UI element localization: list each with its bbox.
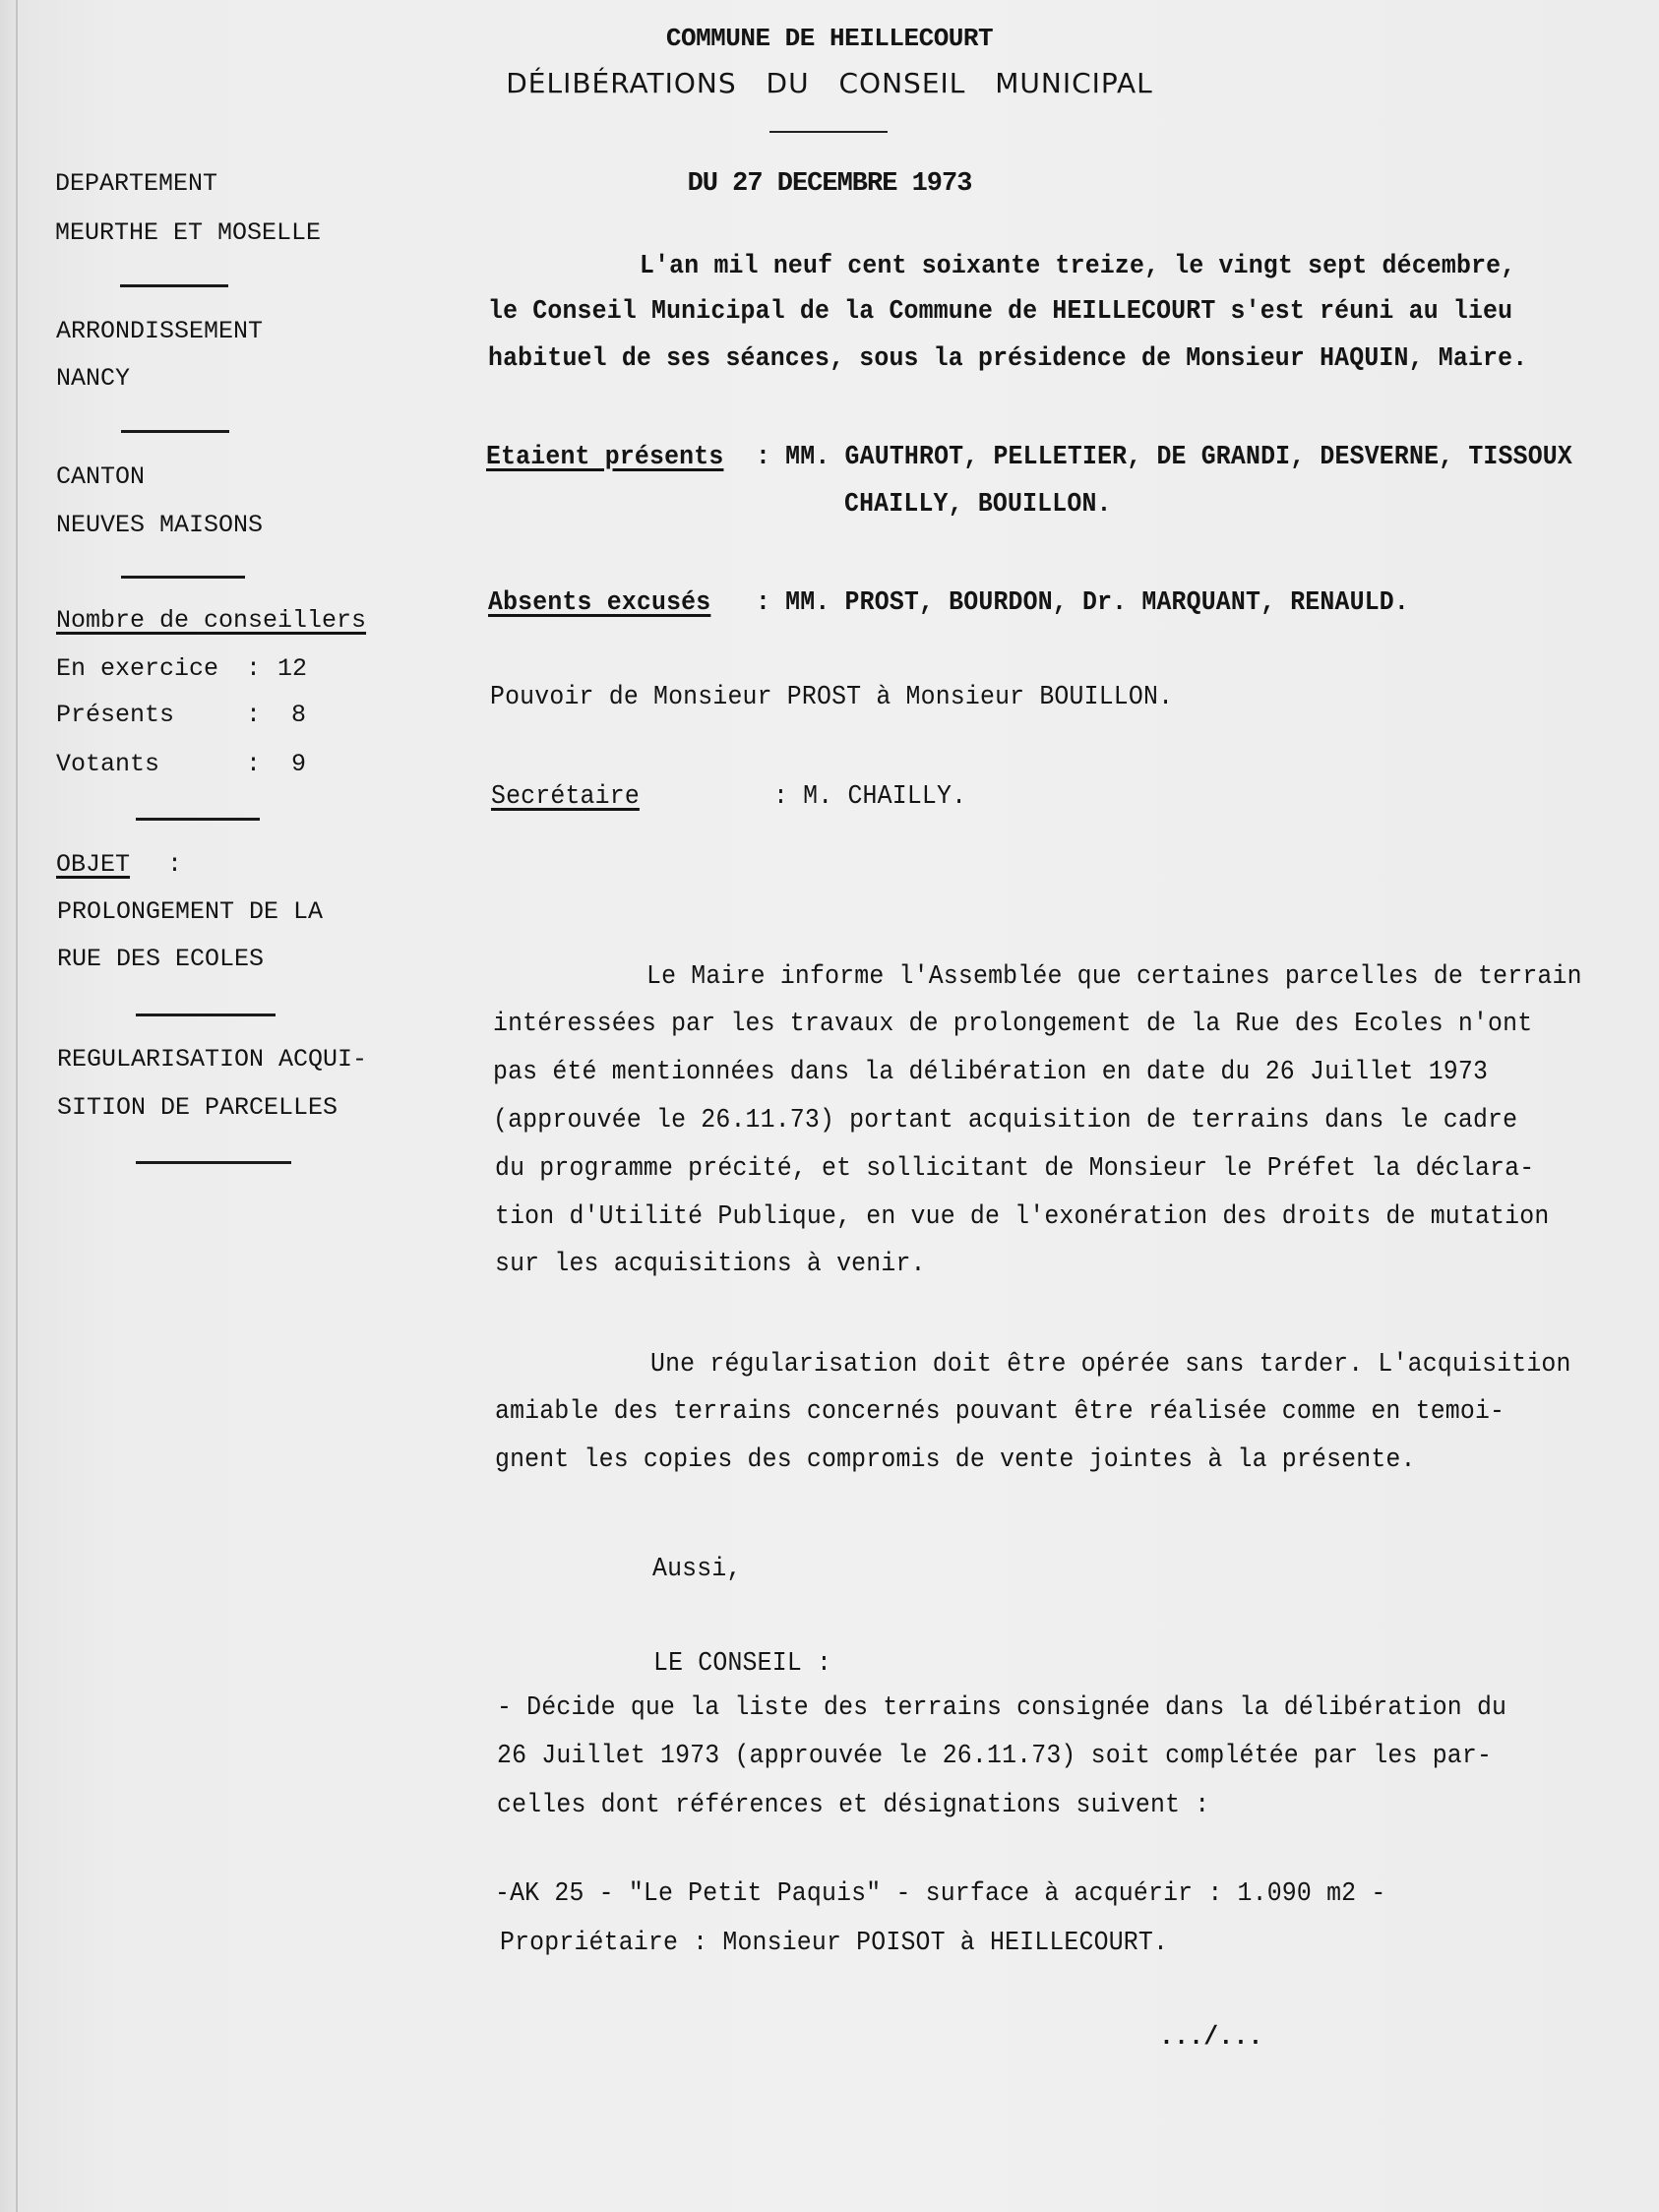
presents-value: : MM. GAUTHROT, PELLETIER, DE GRANDI, DESVERNE, TISSOUX xyxy=(756,443,1572,472)
pouvoir-line: Pouvoir de Monsieur PROST à Monsieur BOUILLON. xyxy=(490,683,1174,712)
paragraph-line: gnent les copies des compromis de vente jointes à la présente. xyxy=(495,1445,1416,1475)
conseillers-title: Nombre de conseillers xyxy=(56,606,367,635)
count-sep: : xyxy=(246,654,262,683)
departement-value: MEURTHE ET MOSELLE xyxy=(55,218,322,247)
title-divider xyxy=(769,131,888,133)
decision-line: celles dont références et désignations suivent : xyxy=(497,1791,1210,1820)
decision-line: 26 Juillet 1973 (approuvée le 26.11.73) soit complétée par les par- xyxy=(497,1742,1493,1771)
objet-line: RUE DES ECOLES xyxy=(57,945,265,973)
intro-line: le Conseil Municipal de la Commune de HEILLECOURT s'est réuni au lieu xyxy=(488,297,1513,327)
paragraph-line: Le Maire informe l'Assemblée que certaines parcelles de terrain xyxy=(646,962,1582,992)
intro-line: habituel de ses séances, sous la présidence de Monsieur HAQUIN, Maire. xyxy=(488,344,1528,374)
count-value: 12 xyxy=(277,654,308,683)
count-label: En exercice xyxy=(56,654,219,683)
count-sep: : xyxy=(246,701,262,729)
objet-sep: : xyxy=(167,850,183,879)
paragraph-line: sur les acquisitions à venir. xyxy=(495,1250,926,1279)
parcel-line: -AK 25 - "Le Petit Paquis" - surface à acquérir : 1.090 m2 - xyxy=(495,1879,1386,1909)
decision-line: - Décide que la liste des terrains consignée dans la délibération du xyxy=(497,1693,1507,1723)
count-sep: : xyxy=(246,750,262,778)
paragraph-line: intéressées par les travaux de prolongement de la Rue des Ecoles n'ont xyxy=(493,1010,1533,1039)
objet-line: PROLONGEMENT DE LA xyxy=(57,897,324,926)
sidebar-divider xyxy=(136,1014,276,1016)
paragraph-line: pas été mentionnées dans la délibération en date du 26 Juillet 1973 xyxy=(493,1058,1489,1087)
continuation-mark: .../... xyxy=(1159,2023,1263,2053)
conseil-heading: LE CONSEIL : xyxy=(653,1649,832,1679)
arrondissement-label: ARRONDISSEMENT xyxy=(56,317,264,345)
paragraph-line: Une régularisation doit être opérée sans tarder. L'acquisition xyxy=(650,1350,1571,1380)
parcel-line: Propriétaire : Monsieur POISOT à HEILLECOURT. xyxy=(500,1929,1169,1958)
presents-label: Etaient présents xyxy=(486,443,724,472)
objet2-line: REGULARISATION ACQUI- xyxy=(57,1045,368,1074)
absents-value: : MM. PROST, BOURDON, Dr. MARQUANT, RENAULD. xyxy=(756,588,1409,618)
paragraph-line: du programme précité, et sollicitant de Monsieur le Préfet la déclara- xyxy=(495,1154,1535,1184)
count-label: Présents xyxy=(56,701,175,729)
paragraph-line: tion d'Utilité Publique, en vue de l'exonération des droits de mutation xyxy=(495,1202,1550,1232)
count-value: 8 xyxy=(291,701,307,729)
objet-label: OBJET xyxy=(56,850,131,879)
canton-value: NEUVES MAISONS xyxy=(56,511,264,539)
secretaire-value: : M. CHAILLY. xyxy=(773,782,967,812)
absents-label: Absents excusés xyxy=(488,588,711,618)
secretaire-label: Secrétaire xyxy=(491,782,640,812)
document-title: DÉLIBÉRATIONS DU CONSEIL MUNICIPAL xyxy=(506,67,1153,99)
sidebar-divider xyxy=(121,576,245,579)
objet2-line: SITION DE PARCELLES xyxy=(57,1093,338,1122)
count-value: 9 xyxy=(291,750,307,778)
sidebar-divider xyxy=(136,818,260,821)
page-edge xyxy=(16,0,18,2212)
commune-heading: COMMUNE DE HEILLECOURT xyxy=(665,24,994,53)
meeting-date: DU 27 DECEMBRE 1973 xyxy=(687,169,972,199)
intro-line: L'an mil neuf cent soixante treize, le vingt sept décembre, xyxy=(640,252,1516,281)
paragraph-line: amiable des terrains concernés pouvant être réalisée comme en temoi- xyxy=(495,1397,1505,1427)
presents-value-cont: CHAILLY, BOUILLON. xyxy=(844,490,1112,520)
paragraph-line: (approuvée le 26.11.73) portant acquisition de terrains dans le cadre xyxy=(493,1106,1518,1136)
arrondissement-value: NANCY xyxy=(56,364,131,393)
aussi-line: Aussi, xyxy=(652,1555,742,1584)
departement-label: DEPARTEMENT xyxy=(55,169,218,198)
sidebar-divider xyxy=(121,430,229,433)
sidebar-divider xyxy=(136,1161,291,1164)
count-label: Votants xyxy=(56,750,160,778)
canton-label: CANTON xyxy=(56,462,146,491)
sidebar-divider xyxy=(120,284,228,287)
